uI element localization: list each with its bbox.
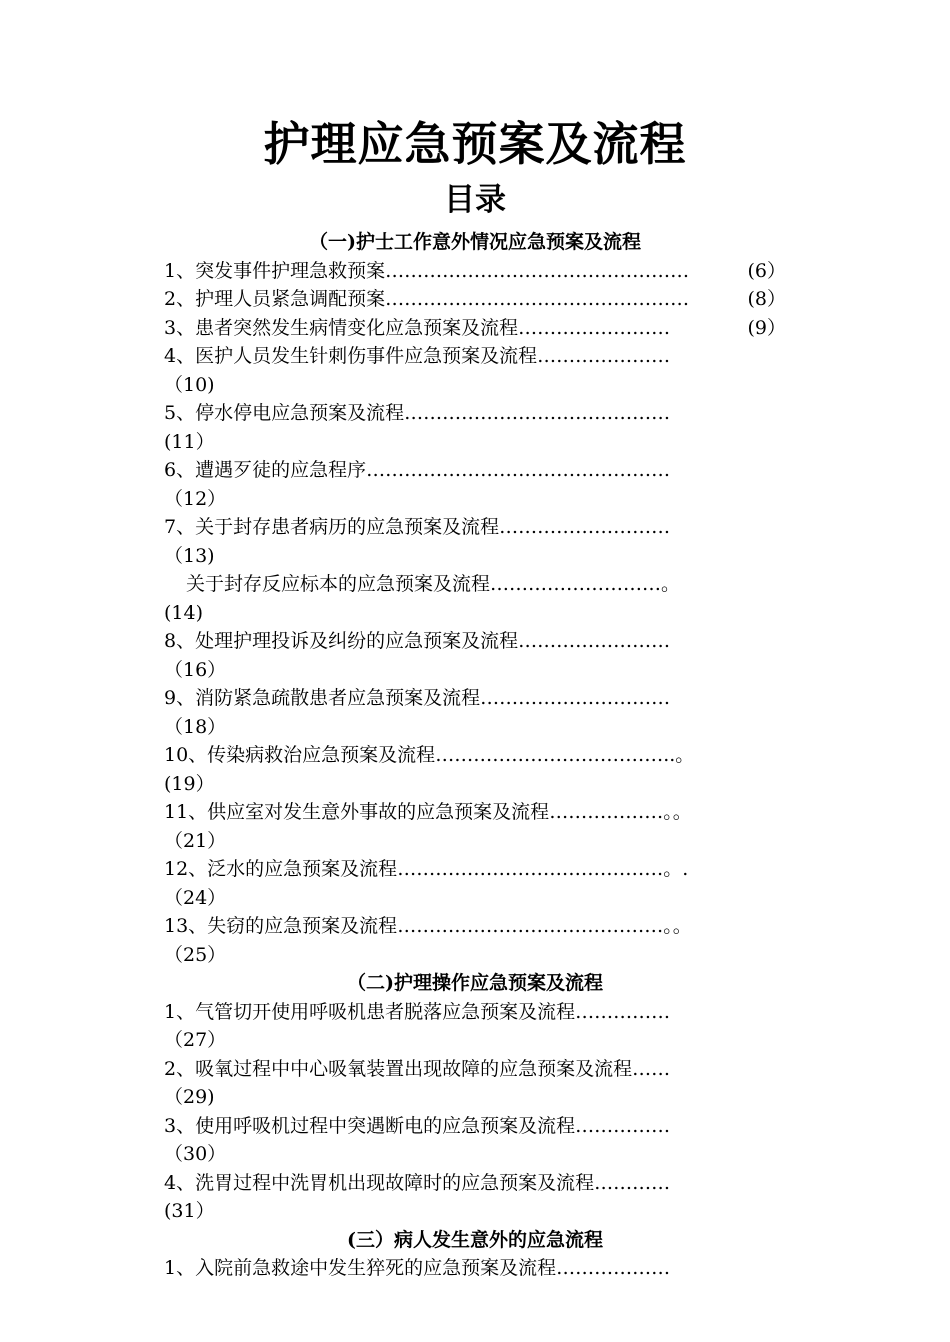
toc-entry-page: （29) (164, 1086, 215, 1108)
toc-entry-leader: …………… (575, 1000, 671, 1023)
toc-entry-title: 5、停水停电应急预案及流程 (164, 402, 405, 424)
toc-entry-page: （18） (164, 715, 227, 738)
toc-entry-page: (9） (747, 316, 786, 339)
toc-entry[interactable] (164, 855, 786, 884)
toc-entry-title: 9、消防紧急疏散患者应急预案及流程 (164, 687, 481, 709)
table-of-contents (164, 228, 786, 1283)
toc-section-heading: （一)护士工作意外情况应急预案及流程 (309, 231, 641, 253)
toc-entry-page: （10) (164, 373, 215, 396)
toc-entry-page: (14) (164, 601, 204, 624)
document-title: 护理应急预案及流程 (263, 117, 687, 171)
toc-entry-page: (19） (164, 772, 215, 795)
toc-entry-leader: ………………………。 (490, 573, 681, 595)
toc-entry-title: 3、使用呼吸机过程中突遇断电的应急预案及流程 (164, 1114, 576, 1137)
toc-title: 目录 (444, 182, 506, 218)
toc-entry-title: 2、护理人员紧急调配预案 (164, 288, 386, 310)
toc-entry-page: （27） (164, 1029, 227, 1051)
toc-entry-title: 4、洗胃过程中洗胃机出现故障时的应急预案及流程 (164, 1171, 595, 1194)
toc-entry-leader: ……………………………………。. (397, 858, 689, 880)
toc-entry-page: （25） (164, 943, 227, 966)
toc-entry-title: 13、失窃的应急预案及流程 (164, 915, 398, 937)
toc-entry[interactable] (164, 1112, 786, 1141)
toc-entry-page: （13) (164, 544, 215, 567)
toc-entry[interactable] (164, 998, 786, 1027)
toc-entry[interactable] (164, 342, 786, 371)
toc-entry-page: (11） (164, 430, 215, 453)
toc-entry-title: 3、患者突然发生病情变化应急预案及流程 (164, 316, 519, 339)
toc-entry-page: (8） (747, 288, 786, 310)
toc-entry[interactable] (164, 627, 786, 656)
toc-entry-leader: ………………………………………… (366, 459, 671, 481)
toc-entry[interactable] (164, 456, 786, 485)
toc-entry-page: （30） (164, 1143, 227, 1165)
toc-entry-leader: …………………… (518, 630, 671, 652)
toc-entry-title: 2、吸氧过程中中心吸氧装置出现故障的应急预案及流程 (164, 1057, 633, 1080)
toc-entry-title: 11、供应室对发生意外事故的应急预案及流程 (164, 801, 550, 823)
toc-entry[interactable] (164, 1169, 786, 1198)
toc-entry-title: 6、遭遇歹徒的应急程序 (164, 459, 367, 481)
toc-entry-leader: ………… (594, 1171, 671, 1194)
toc-entry-page: （12） (164, 487, 227, 510)
toc-entry[interactable] (164, 285, 786, 314)
toc-entry-title: 4、医护人员发生针刺伤事件应急预案及流程 (164, 345, 538, 367)
toc-entry[interactable] (164, 1254, 786, 1283)
toc-entry[interactable] (164, 798, 786, 827)
toc-section-heading: （二)护理操作应急预案及流程 (347, 972, 603, 994)
toc-entry[interactable] (164, 912, 786, 941)
toc-entry-title: 1、气管切开使用呼吸机患者脱落应急预案及流程 (164, 1000, 576, 1023)
toc-entry-leader: ………………。。 (549, 801, 692, 823)
toc-entry[interactable] (164, 513, 786, 542)
toc-entry-leader: ………………… (537, 345, 671, 367)
toc-entry-page: （21） (164, 829, 227, 852)
toc-entry[interactable] (164, 399, 786, 428)
toc-entry-leader: ……………………………………。。 (397, 915, 692, 937)
toc-entry-leader: ……………………… (499, 516, 671, 538)
toc-entry-title: 1、入院前急救途中发生猝死的应急预案及流程 (164, 1257, 557, 1279)
toc-entry[interactable] (164, 314, 786, 343)
toc-entry-page: (6） (747, 259, 786, 282)
toc-entry-title: 7、关于封存患者病历的应急预案及流程 (164, 516, 500, 538)
toc-entry[interactable] (164, 1055, 786, 1084)
toc-entry-page: （24） (164, 886, 227, 909)
toc-entry[interactable] (164, 257, 786, 286)
toc-entry-title: 12、泛水的应急预案及流程 (164, 858, 398, 880)
toc-entry-page: (31） (164, 1200, 215, 1222)
toc-entry-leader: …………………………………… (404, 402, 671, 424)
toc-section-heading: (三）病人发生意外的应急流程 (347, 1228, 603, 1251)
toc-entry[interactable] (164, 684, 786, 713)
toc-entry-leader: …………… (575, 1114, 671, 1137)
toc-entry-leader: …… (632, 1057, 671, 1080)
toc-entry-leader: ……………… (556, 1257, 671, 1279)
toc-entry-leader: …………………… (518, 316, 671, 339)
toc-entry[interactable] (164, 570, 786, 599)
toc-entry[interactable] (164, 741, 786, 770)
toc-entry-title: 1、突发事件护理急救预案 (164, 259, 386, 282)
toc-entry-title: 关于封存反应标本的应急预案及流程 (186, 573, 491, 595)
toc-entry-leader: ………………………………………… (385, 288, 690, 310)
toc-entry-leader: ………………………………………… (385, 259, 690, 282)
toc-entry-title: 8、处理护理投诉及纠纷的应急预案及流程 (164, 630, 519, 652)
toc-entry-title: 10、传染病救治应急预案及流程 (164, 744, 436, 766)
toc-entry-leader: ………………………………..。 (435, 744, 695, 766)
toc-entry-page: （16） (164, 658, 227, 681)
toc-entry-leader: ………………………… (480, 687, 671, 709)
